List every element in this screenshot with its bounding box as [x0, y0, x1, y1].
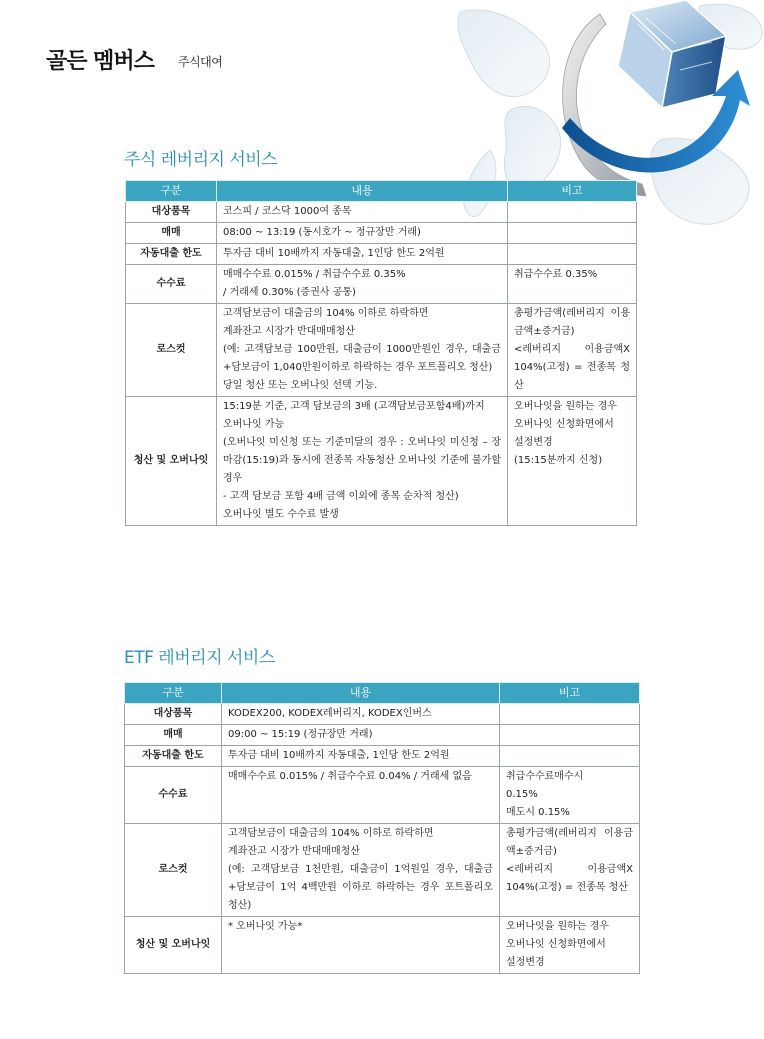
- table-row: [126, 244, 637, 265]
- row-content: 고객담보금이 대출금의 104% 이하로 하락하면 계좌잔고 시장가 반대매매청산 (예: 고객담보금 100만원, 대출금이 1000만원인 경우, 대출금+담보금이 1,040만원이하로 하락하는 경우 포트폴리오 청산) 당일 청산 또는 오버나잇 선택 기능.: [217, 304, 508, 397]
- table-header-row: [126, 181, 637, 202]
- header-content: 내용: [222, 683, 500, 704]
- row-label: 수수료: [126, 265, 217, 304]
- table-row: [125, 824, 640, 917]
- table-row: [126, 397, 637, 526]
- table-row: [125, 746, 640, 767]
- header-content: 내용: [217, 181, 508, 202]
- row-content: 09:00 ~ 15:19 (정규장만 거래): [222, 725, 500, 746]
- stock-leverage-table: [125, 180, 637, 526]
- row-note: [500, 746, 640, 767]
- table-row: [126, 304, 637, 397]
- table-row: [125, 725, 640, 746]
- row-note: 취급수수료매수시 0.15% 매도시 0.15%: [500, 767, 640, 824]
- table-row: [126, 223, 637, 244]
- header-note: 비고: [500, 683, 640, 704]
- row-content: 고객담보금이 대출금의 104% 이하로 하락하면 계좌잔고 시장가 반대매매청산 (예: 고객담보금 1천만원, 대출금이 1억원일 경우, 대출금+담보금이 1억 4백만원 이하로 하락하는 경우 포트폴리오 청산): [222, 824, 500, 917]
- row-content: 15:19분 기준, 고객 담보금의 3배 (고객담보금포함4배)까지 오버나잇 가능 (오버나잇 미신청 또는 기준미달의 경우 : 오버나잇 미신청 – 장마감(15:19)과 동시에 전종목 자동청산 오버나잇 기준에 불가할 경우 - 고객 담보금 포함 4배 금액 이외에 종목 순차적 청산) 오버나잇 별도 수수료 발생: [217, 397, 508, 526]
- page-title: 골든 멤버스: [46, 49, 154, 74]
- header-category: 구분: [126, 181, 217, 202]
- row-content: * 오버나잇 가능*: [222, 917, 500, 974]
- row-label: 청산 및 오버나잇: [126, 397, 217, 526]
- header-category: 구분: [125, 683, 222, 704]
- row-note: 오버나잇을 원하는 경우 오버나잇 신청화면에서 설정변경: [500, 917, 640, 974]
- row-label: 청산 및 오버나잇: [125, 917, 222, 974]
- row-note: 오버나잇을 원하는 경우 오버나잇 신청화면에서 설정변경 (15:15분까지 신청): [508, 397, 637, 526]
- row-label: 매매: [126, 223, 217, 244]
- table-header-row: [125, 683, 640, 704]
- row-note: 총평가금액(레버리지 이용금액±증거금) <레버리지 이용금액X 104%(고정) = 전종목 청산: [500, 824, 640, 917]
- page-subtitle: 주식대여: [178, 55, 223, 69]
- row-content: 08:00 ~ 13:19 (동시호가 ~ 정규장만 거래): [217, 223, 508, 244]
- row-label: 자동대출 한도: [125, 746, 222, 767]
- table-row: [125, 917, 640, 974]
- table-row: [125, 767, 640, 824]
- row-note: [508, 223, 637, 244]
- row-note: 취급수수료 0.35%: [508, 265, 637, 304]
- table-row: [126, 265, 637, 304]
- row-content: 투자금 대비 10배까지 자동대출, 1인당 한도 2억원: [222, 746, 500, 767]
- table-row: [126, 202, 637, 223]
- row-note: [508, 244, 637, 265]
- section-title-etf-leverage: ETF 레버리지 서비스: [124, 648, 275, 668]
- row-label: 대상품목: [125, 704, 222, 725]
- row-note: [508, 202, 637, 223]
- row-content: KODEX200, KODEX레버리지, KODEX인버스: [222, 704, 500, 725]
- table-row: [125, 704, 640, 725]
- row-label: 수수료: [125, 767, 222, 824]
- row-label: 대상품목: [126, 202, 217, 223]
- row-content: 매매수수료 0.015% / 취급수수료 0.04% / 거래세 없음: [222, 767, 500, 824]
- row-label: 로스컷: [126, 304, 217, 397]
- row-content: 투자금 대비 10배까지 자동대출, 1인당 한도 2억원: [217, 244, 508, 265]
- etf-leverage-table: [124, 682, 640, 974]
- row-label: 로스컷: [125, 824, 222, 917]
- row-content: 코스피 / 코스닥 1000여 종목: [217, 202, 508, 223]
- row-note: [500, 725, 640, 746]
- row-note: 총평가금액(레버리지 이용금액±증거금) <레버리지 이용금액X 104%(고정) = 전종목 청산: [508, 304, 637, 397]
- row-note: [500, 704, 640, 725]
- row-label: 매매: [125, 725, 222, 746]
- section-title-stock-leverage: 주식 레버리지 서비스: [124, 150, 278, 170]
- row-label: 자동대출 한도: [126, 244, 217, 265]
- header-note: 비고: [508, 181, 637, 202]
- row-content: 매매수수료 0.015% / 취급수수료 0.35% / 거래세 0.30% (증권사 공통): [217, 265, 508, 304]
